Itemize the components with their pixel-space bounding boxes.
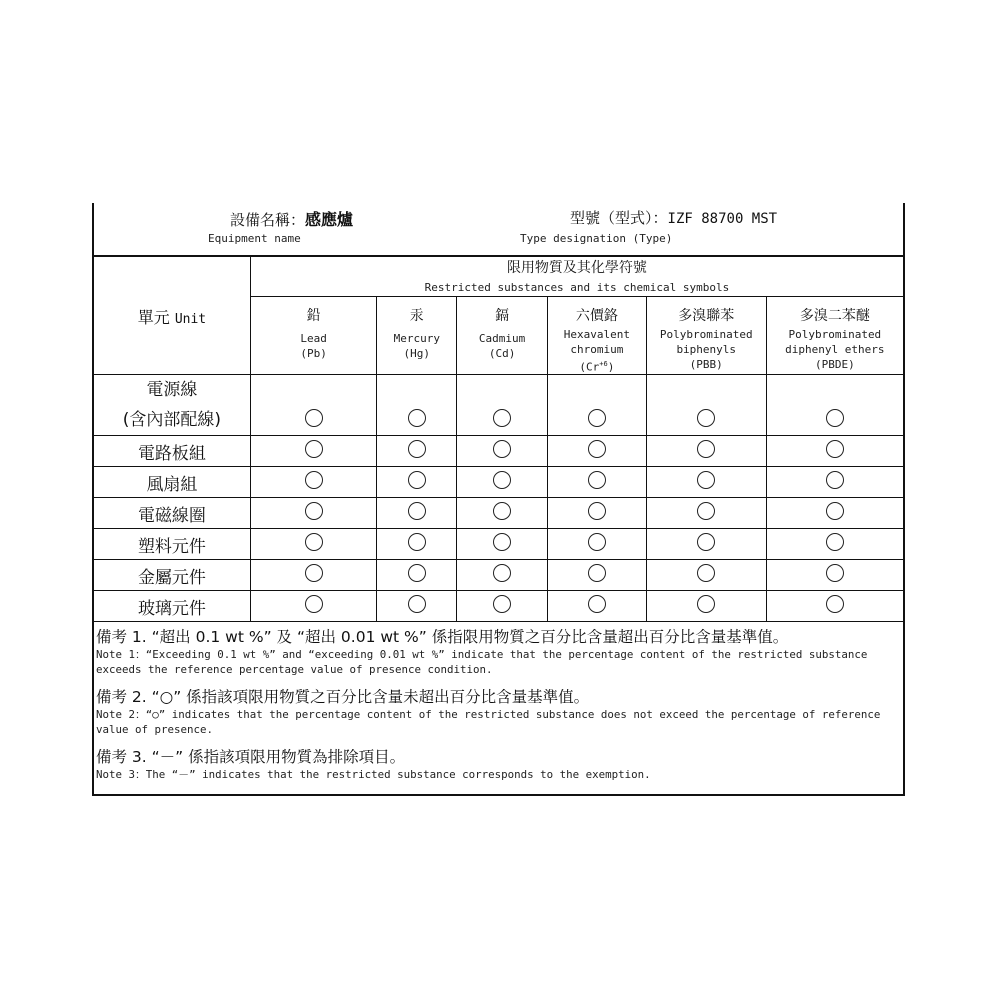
substance-en: Polybrominated (659, 327, 753, 341)
unit-label: 電源線 (146, 380, 198, 401)
substance-value-cell (646, 529, 766, 560)
substance-value-cell (250, 560, 377, 591)
compliance-circle-mark (588, 564, 606, 582)
type-designation-value: IZF 88700 MST (667, 211, 778, 227)
substance-value-cell (646, 591, 766, 622)
table-row (94, 436, 903, 467)
unit-label: 塑料元件 (137, 536, 206, 557)
substance-en: Cadmium (478, 331, 526, 345)
compliance-circle-mark (588, 471, 606, 489)
substance-value-cell (766, 560, 903, 591)
substance-value-cell (250, 375, 377, 436)
compliance-circle-mark (305, 502, 323, 520)
unit-header-cell (94, 255, 250, 375)
substance-zh: 鎘 (495, 307, 510, 324)
substance-en: Polybrominated (788, 327, 882, 341)
unit-label-cell (94, 529, 250, 560)
substance-value-cell (457, 529, 548, 560)
substance-value-cell (250, 498, 377, 529)
unit-label-cell (94, 591, 250, 622)
substance-zh: 多溴聯苯 (678, 307, 735, 324)
compliance-circle-mark (697, 564, 715, 582)
compliance-circle-mark (826, 471, 844, 489)
note-1-en: Note 1：“Exceeding 0.1 wt %” and “exceeding 0.01 wt %” indicate that the percentage content of the restricted substance exceeds the reference percentage value of presence condition. (96, 648, 868, 676)
substance-value-cell (766, 591, 903, 622)
compliance-circle-mark (493, 471, 511, 489)
substance-value-cell (646, 560, 766, 591)
compliance-circle-mark (305, 409, 323, 427)
compliance-circle-mark (697, 409, 715, 427)
substance-symbol: (Pb) (300, 346, 327, 360)
compliance-circle-mark (697, 440, 715, 458)
compliance-circle-mark (588, 595, 606, 613)
compliance-circle-mark (826, 564, 844, 582)
restricted-header-en: Restricted substances and its chemical symbols (424, 280, 730, 294)
substance-header-pbde (766, 296, 903, 375)
substance-value-cell (766, 436, 903, 467)
compliance-circle-mark (697, 502, 715, 520)
type-designation-label (570, 207, 777, 228)
unit-label-cell (94, 467, 250, 498)
substance-value-cell (377, 436, 457, 467)
substance-value-cell (547, 467, 646, 498)
unit-label: 金屬元件 (137, 567, 206, 588)
compliance-circle-mark (408, 471, 426, 489)
compliance-circle-mark (493, 409, 511, 427)
substance-symbol: (PBB) (689, 357, 723, 371)
compliance-circle-mark (408, 409, 426, 427)
substance-en-line2: chromium (570, 342, 624, 356)
substance-value-cell (766, 498, 903, 529)
table-row (94, 529, 903, 560)
substance-header-lead (250, 296, 377, 375)
substance-value-cell (377, 560, 457, 591)
compliance-circle-mark (588, 502, 606, 520)
substance-value-cell (547, 498, 646, 529)
substance-value-cell (766, 467, 903, 498)
compliance-circle-mark (493, 564, 511, 582)
unit-rows (94, 375, 903, 622)
substance-value-cell (547, 529, 646, 560)
compliance-circle-mark (408, 533, 426, 551)
compliance-circle-mark (493, 440, 511, 458)
compliance-circle-mark (826, 595, 844, 613)
compliance-circle-mark (697, 533, 715, 551)
substance-value-cell (457, 375, 548, 436)
substance-en-line2: biphenyls (676, 342, 737, 356)
substance-value-cell (646, 375, 766, 436)
compliance-circle-mark (588, 409, 606, 427)
substance-value-cell (547, 436, 646, 467)
substance-value-cell (377, 529, 457, 560)
substance-value-cell (377, 498, 457, 529)
substance-value-cell (766, 529, 903, 560)
table-header-row (94, 255, 903, 296)
compliance-circle-mark (305, 564, 323, 582)
unit-label: 電路板組 (137, 443, 206, 464)
compliance-circle-mark (826, 409, 844, 427)
type-designation-en: Type designation (Type) (520, 232, 673, 245)
substance-value-cell (646, 498, 766, 529)
substance-value-cell (457, 498, 548, 529)
symbol-superscript: +6 (599, 359, 608, 368)
unit-label-cell (94, 375, 250, 436)
compliance-circle-mark (697, 595, 715, 613)
substance-value-cell (457, 467, 548, 498)
substance-value-cell (457, 436, 548, 467)
note-3-zh: 備考 3. “－” 係指該項限用物質為排除項目。 (96, 748, 406, 766)
compliance-circle-mark (408, 502, 426, 520)
substance-value-cell (250, 591, 377, 622)
substance-header-hexavalent-chromium (547, 296, 646, 375)
note-2-zh: 備考 2. “○” 係指該項限用物質之百分比含量未超出百分比含量基準值。 (96, 688, 590, 706)
compliance-circle-mark (697, 471, 715, 489)
note-1-zh: 備考 1. “超出 0.1 wt %” 及 “超出 0.01 wt %” 係指限用物質之百分比含量超出百分比含量基準值。 (96, 628, 789, 646)
compliance-circle-mark (408, 440, 426, 458)
compliance-circle-mark (588, 533, 606, 551)
unit-label: 風扇組 (146, 474, 198, 495)
substance-value-cell (766, 375, 903, 436)
substance-en-line2: diphenyl ethers (785, 342, 885, 356)
substance-value-cell (377, 375, 457, 436)
substance-value-cell (547, 375, 646, 436)
substance-zh: 鉛 (306, 307, 321, 324)
compliance-circle-mark (305, 440, 323, 458)
compliance-circle-mark (408, 595, 426, 613)
substance-en: Mercury (393, 331, 440, 345)
unit-label: 電磁線圈 (137, 505, 206, 526)
declaration-header (94, 203, 903, 257)
compliance-circle-mark (826, 440, 844, 458)
table-row (94, 375, 903, 436)
table-row (94, 591, 903, 622)
symbol-base: (Cr (579, 360, 600, 374)
compliance-circle-mark (493, 595, 511, 613)
substance-value-cell (377, 467, 457, 498)
unit-label-sub: (含內部配線) (122, 410, 222, 431)
substance-header-mercury (377, 296, 457, 375)
compliance-circle-mark (588, 440, 606, 458)
table-row (94, 467, 903, 498)
restricted-substances-table (94, 255, 903, 622)
compliance-circle-mark (305, 533, 323, 551)
substance-header-pbb (646, 296, 766, 375)
equipment-name-value: 感應爐 (305, 210, 354, 229)
compliance-circle-mark (493, 502, 511, 520)
compliance-circle-mark (305, 471, 323, 489)
substance-value-cell (547, 560, 646, 591)
notes-section (96, 625, 904, 782)
unit-header-en: Unit (174, 312, 207, 327)
unit-label: 玻璃元件 (137, 598, 206, 619)
substance-symbol: (Cd) (488, 346, 516, 360)
compliance-circle-mark (826, 502, 844, 520)
note-2 (96, 685, 904, 737)
substance-value-cell (646, 467, 766, 498)
substance-zh: 汞 (409, 307, 424, 324)
substance-value-cell (250, 436, 377, 467)
substance-en: Lead (300, 331, 327, 345)
note-1 (96, 625, 904, 677)
symbol-end: ) (607, 360, 615, 374)
unit-header-zh: 單元 (137, 308, 170, 327)
equipment-name-label (230, 207, 353, 230)
substance-symbol: (PBDE) (814, 357, 855, 371)
substance-value-cell (377, 591, 457, 622)
substance-value-cell (250, 529, 377, 560)
substance-value-cell (646, 436, 766, 467)
table-row (94, 560, 903, 591)
type-label-text: 型號（型式）： (570, 209, 668, 227)
equipment-label-text: 設備名稱： (230, 211, 306, 229)
table-row (94, 498, 903, 529)
substance-value-cell (457, 560, 548, 591)
restricted-substances-header (250, 255, 903, 296)
rohs-declaration-sheet (92, 203, 905, 796)
restricted-header-zh: 限用物質及其化學符號 (506, 259, 647, 276)
note-3 (96, 745, 904, 782)
compliance-circle-mark (408, 564, 426, 582)
substance-value-cell (547, 591, 646, 622)
substance-header-cadmium (457, 296, 548, 375)
unit-label-cell (94, 436, 250, 467)
compliance-circle-mark (493, 533, 511, 551)
equipment-name-en: Equipment name (208, 232, 301, 245)
substance-en: Hexavalent (563, 327, 631, 341)
substance-symbol: (Hg) (403, 346, 431, 360)
unit-label-cell (94, 560, 250, 591)
substance-zh: 六價鉻 (575, 307, 618, 324)
substance-value-cell (457, 591, 548, 622)
note-2-en: Note 2：“○” indicates that the percentage content of the restricted substance does not exceed the percentage of reference value of presence. (96, 708, 881, 736)
substance-zh: 多溴二苯醚 (799, 307, 870, 324)
compliance-circle-mark (826, 533, 844, 551)
compliance-circle-mark (305, 595, 323, 613)
unit-label-cell (94, 498, 250, 529)
substance-symbol (548, 357, 646, 375)
note-3-en: Note 3：The “－” indicates that the restricted substance corresponds to the exemption. (96, 768, 651, 781)
substance-value-cell (250, 467, 377, 498)
